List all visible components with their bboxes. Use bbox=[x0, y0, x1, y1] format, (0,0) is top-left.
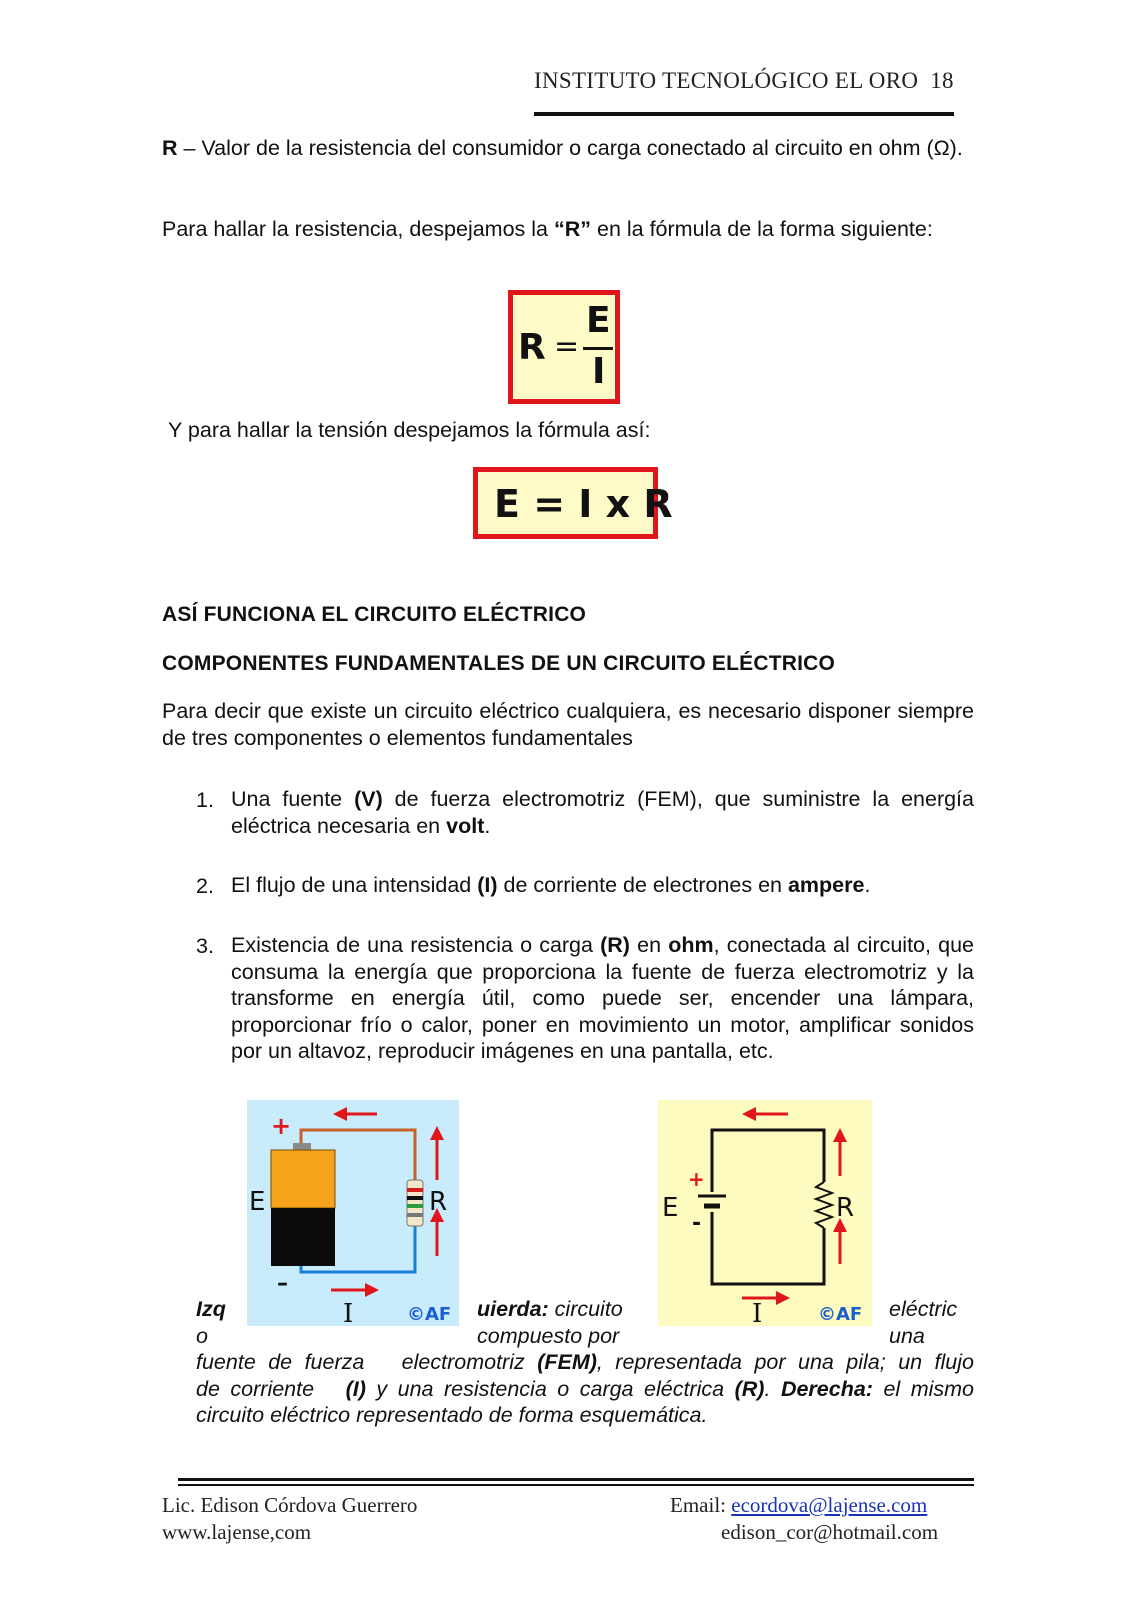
components-intro: Para decir que existe un circuito eléctrico cualquiera, es necesario disponer siempre de tres componentes o elementos fundamentales bbox=[162, 699, 974, 750]
pictorial-circuit-figure bbox=[247, 1100, 459, 1326]
list-number-3: 3. bbox=[196, 934, 214, 958]
list-item-2: El flujo de una intensidad (I) de corriente de electrones en ampere. bbox=[231, 873, 871, 897]
formula-e-text: E = I x R bbox=[494, 482, 673, 526]
resistor-body bbox=[407, 1180, 423, 1226]
formula-r-numerator: E bbox=[586, 300, 611, 341]
resistance-paragraph: Para hallar la resistencia, despejamos la “R” en la fórmula de la forma siguiente: bbox=[162, 217, 933, 241]
footer-rule-thick bbox=[178, 1478, 974, 1481]
footer-website: www.lajense,com bbox=[162, 1520, 312, 1544]
resistor-band-1 bbox=[407, 1188, 423, 1192]
battery-bottom bbox=[271, 1208, 335, 1266]
formula-tension-box bbox=[473, 467, 673, 539]
resistor-band-3 bbox=[407, 1204, 423, 1208]
schematic-circuit-figure bbox=[658, 1100, 872, 1326]
email-link-primary[interactable]: ecordova@lajense.com bbox=[731, 1493, 928, 1517]
caption-right-fragment: eléctric una bbox=[889, 1297, 958, 1348]
list-item-3: Existencia de una resistencia o carga (R) en ohm, conectada al circuito, que consuma la energía que proporciona la fuente de fuerza electromotriz y la transforme en energía útil, como puede ser, encender una lámpara, proporcionar frío o calor, poner en movimiento un motor, amplificar sonidos por un altavoz, reproducir imágenes en una pantalla, etc. bbox=[231, 933, 975, 1063]
caption-line-3: fuente de fuerza electromotriz (FEM), representada por una pila; un flujo bbox=[196, 1350, 974, 1374]
caption-middle-fragment: uierda: circuito compuesto por bbox=[477, 1297, 623, 1348]
email-secondary: edison_cor@hotmail.com bbox=[721, 1520, 939, 1544]
current-label: I bbox=[343, 1299, 354, 1326]
header-rule bbox=[534, 112, 954, 116]
battery-minus-sign: – bbox=[277, 1271, 288, 1296]
battery-top bbox=[271, 1150, 335, 1208]
footer-rule-thin bbox=[178, 1484, 974, 1486]
heading-circuit-works: ASÍ FUNCIONA EL CIRCUITO ELÉCTRICO bbox=[162, 603, 587, 626]
schematic-current-label: I bbox=[752, 1299, 763, 1326]
list-number-1: 1. bbox=[196, 788, 214, 812]
schematic-fem-label: E bbox=[662, 1193, 679, 1223]
r-letter: R bbox=[162, 136, 178, 160]
page-header bbox=[534, 68, 974, 94]
caption-left-fragment: Izq o bbox=[196, 1297, 226, 1348]
caption-body bbox=[196, 1349, 974, 1429]
institute-name: INSTITUTO TECNOLÓGICO EL ORO bbox=[534, 68, 919, 93]
credit-af-left: ©AF bbox=[407, 1304, 452, 1325]
credit-af-right: ©AF bbox=[818, 1304, 863, 1325]
list-item-1: Una fuente (V) de fuerza electromotriz (FEM), que suministre la energía eléctrica necesaria en volt. bbox=[231, 787, 974, 838]
schematic-resistance-label: R bbox=[836, 1193, 855, 1223]
fraction-bar bbox=[583, 347, 613, 350]
formula-r-lhs: R bbox=[518, 327, 546, 368]
list-number-2: 2. bbox=[196, 874, 214, 898]
battery-plus-sign: + bbox=[271, 1112, 292, 1140]
resistance-label: R bbox=[429, 1187, 448, 1217]
page-number: 18 bbox=[930, 68, 954, 93]
footer-email-line: Email: ecordova@lajense.com bbox=[670, 1493, 928, 1517]
schematic-plus-sign: + bbox=[688, 1167, 705, 1191]
tension-paragraph: Y para hallar la tensión despejamos la fórmula así: bbox=[168, 418, 651, 442]
formula-r-denominator: I bbox=[592, 351, 606, 392]
formula-resistance-box bbox=[508, 290, 620, 404]
r-definition: R – Valor de la resistencia del consumidor o carga conectado al circuito en ohm (Ω). bbox=[162, 136, 963, 160]
caption-line-5: circuito eléctrico representado de forma esquemática. bbox=[196, 1403, 708, 1427]
heading-components: COMPONENTES FUNDAMENTALES DE UN CIRCUITO ELÉCTRICO bbox=[162, 652, 836, 675]
formula-r-equals: = bbox=[554, 329, 580, 364]
footer-author: Lic. Edison Córdova Guerrero bbox=[162, 1493, 418, 1517]
resistor-band-2 bbox=[407, 1196, 423, 1200]
resistor-band-4 bbox=[407, 1213, 423, 1217]
schematic-minus-sign: - bbox=[692, 1211, 702, 1236]
caption-line-4: de corriente (I) y una resistencia o carga eléctrica (R). Derecha: el mismo bbox=[196, 1376, 974, 1401]
fem-label: E bbox=[249, 1187, 266, 1217]
